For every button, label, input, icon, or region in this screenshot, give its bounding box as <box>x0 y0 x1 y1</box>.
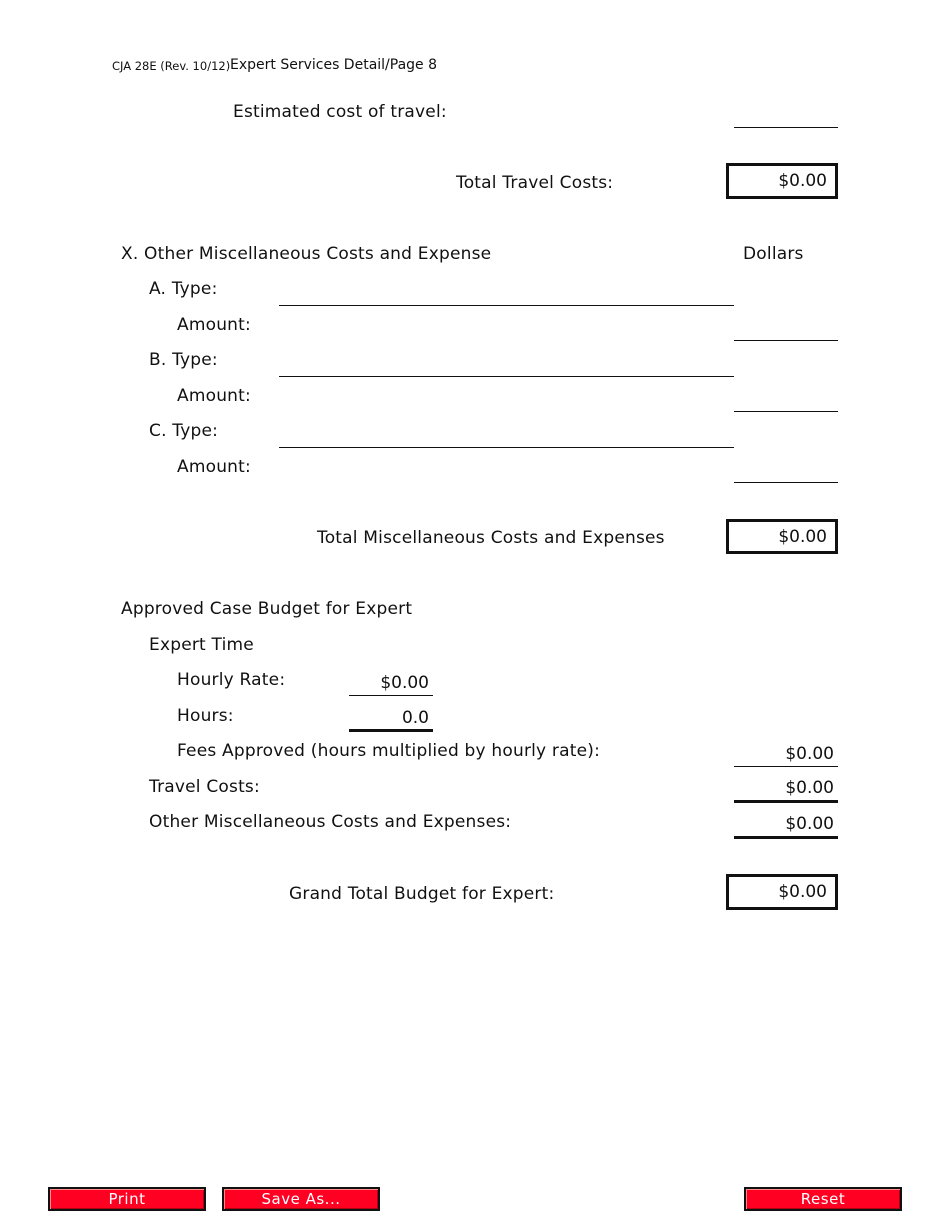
estimated-travel-cost-field[interactable] <box>734 104 838 128</box>
reset-button[interactable]: Reset <box>744 1187 902 1211</box>
misc-item-c-type-field[interactable] <box>279 424 734 448</box>
print-button[interactable]: Print <box>48 1187 206 1211</box>
save-as-button[interactable]: Save As... <box>222 1187 380 1211</box>
misc-item-a-amount-field[interactable] <box>734 317 838 341</box>
page-title: Expert Services Detail/Page 8 <box>230 57 438 73</box>
dollars-column-header: Dollars <box>743 244 804 264</box>
total-misc-costs-value: $0.00 <box>726 519 838 554</box>
misc-item-b-type-label: B. Type: <box>149 350 218 370</box>
misc-item-c-type-label: C. Type: <box>149 421 219 441</box>
misc-item-b-type-field[interactable] <box>279 353 734 377</box>
grand-total-label: Grand Total Budget for Expert: <box>289 884 555 904</box>
fees-approved-label: Fees Approved (hours multiplied by hourly rate): <box>177 741 601 761</box>
misc-item-c-amount-label: Amount: <box>177 457 251 477</box>
fees-approved-value: $0.00 <box>734 743 838 767</box>
total-travel-costs-value: $0.00 <box>726 163 838 199</box>
misc-section-heading: X. Other Miscellaneous Costs and Expense <box>121 244 492 264</box>
budget-travel-costs-label: Travel Costs: <box>149 777 260 797</box>
misc-item-a-amount-label: Amount: <box>177 315 251 335</box>
estimated-travel-cost-label: Estimated cost of travel: <box>233 102 447 122</box>
budget-travel-costs-value: $0.00 <box>734 777 838 803</box>
misc-item-a-type-label: A. Type: <box>149 279 218 299</box>
form-code: CJA 28E (Rev. 10/12) <box>112 59 231 73</box>
hourly-rate-field[interactable]: $0.00 <box>349 672 433 696</box>
total-misc-costs-label: Total Miscellaneous Costs and Expenses <box>317 528 665 548</box>
grand-total-value: $0.00 <box>726 874 838 910</box>
expert-time-heading: Expert Time <box>149 635 254 655</box>
hours-label: Hours: <box>177 706 234 726</box>
misc-item-b-amount-label: Amount: <box>177 386 251 406</box>
total-travel-costs-label: Total Travel Costs: <box>456 173 614 193</box>
budget-misc-costs-label: Other Miscellaneous Costs and Expenses: <box>149 812 512 832</box>
misc-item-a-type-field[interactable] <box>279 282 734 306</box>
budget-misc-costs-value: $0.00 <box>734 813 838 839</box>
hours-field[interactable]: 0.0 <box>349 707 433 732</box>
approved-budget-heading: Approved Case Budget for Expert <box>121 599 413 619</box>
hourly-rate-label: Hourly Rate: <box>177 670 286 690</box>
misc-item-c-amount-field[interactable] <box>734 459 838 483</box>
misc-item-b-amount-field[interactable] <box>734 388 838 412</box>
